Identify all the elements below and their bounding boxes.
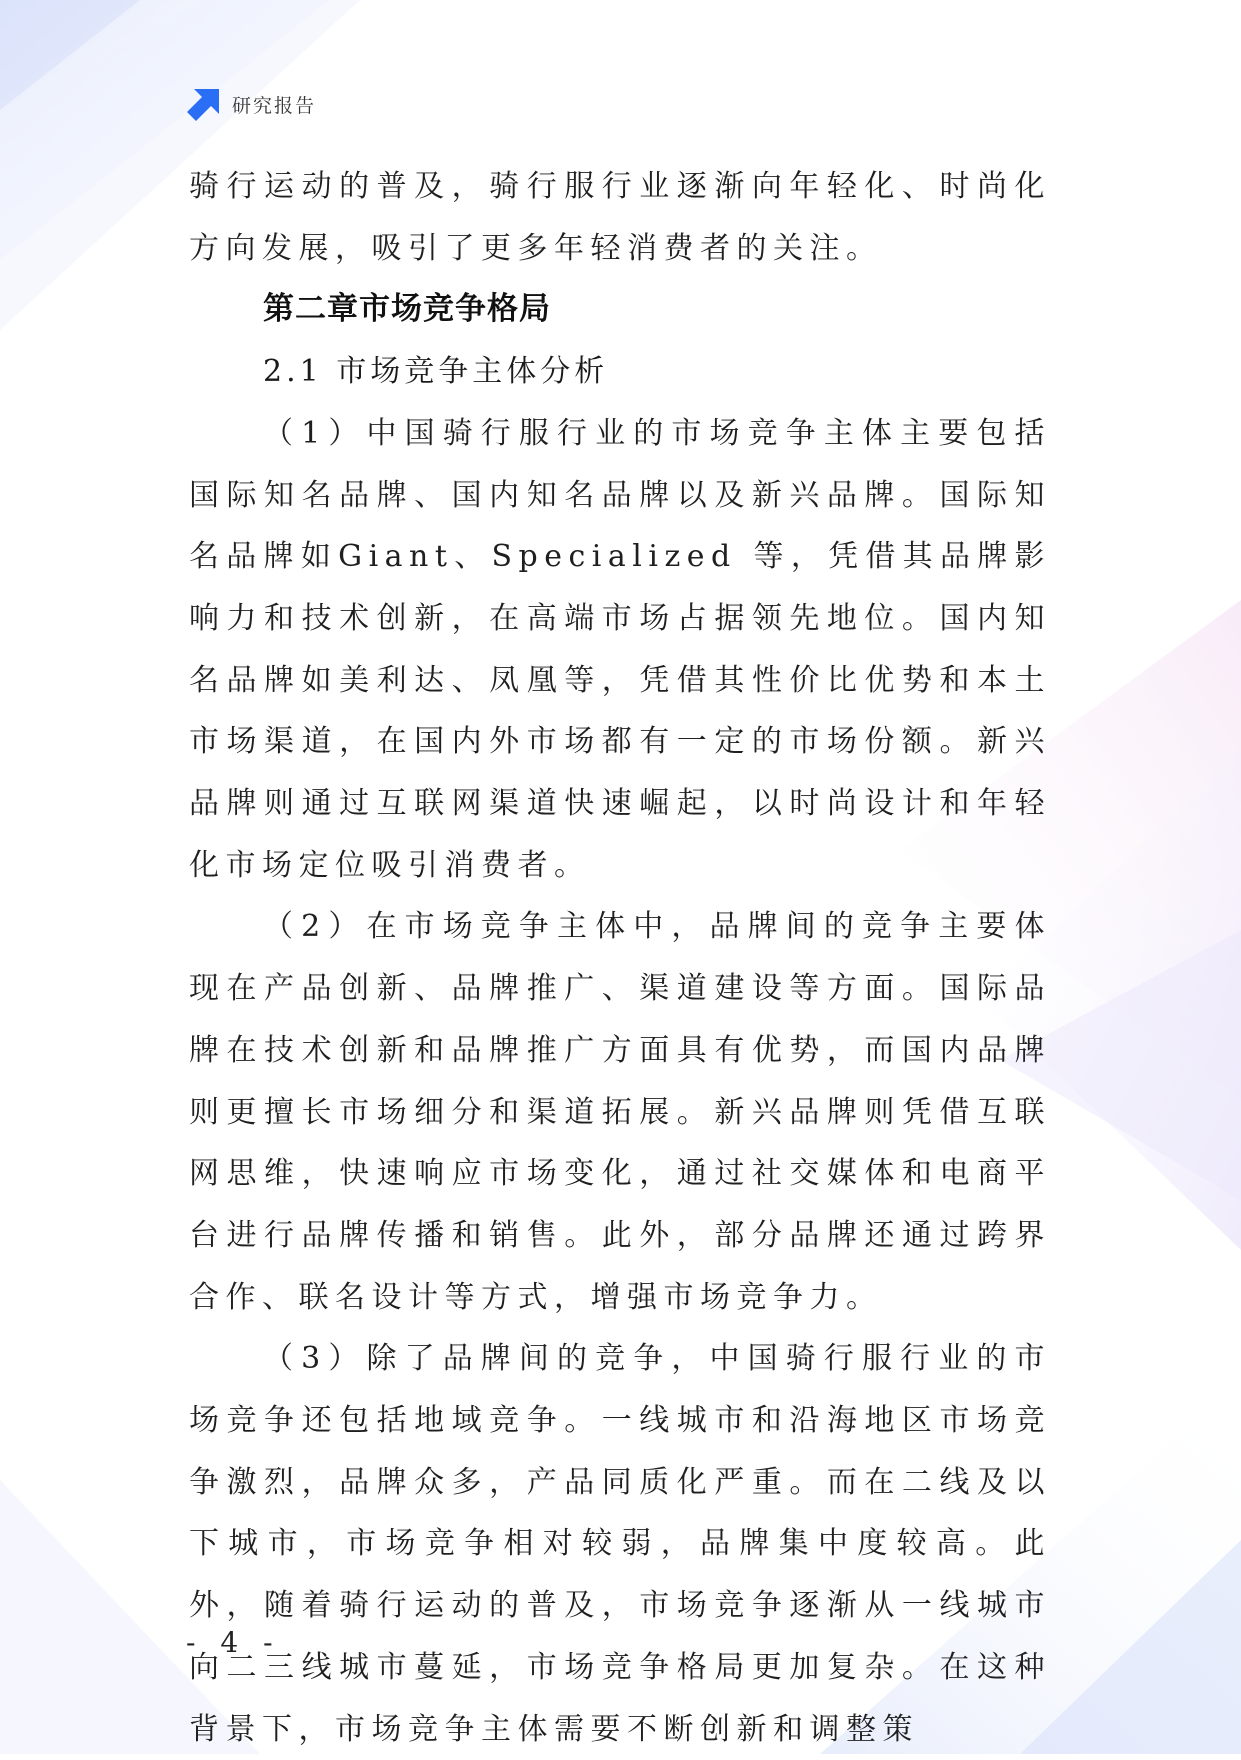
report-header [186, 86, 316, 122]
document-body [189, 156, 1051, 1760]
chapter-title: 第二章市场竞争格局 [263, 291, 551, 328]
paragraph-3: （3）除了品牌间的竞争，中国骑行服行业的市场竞争还包括地域竞争。一线城市和沿海地区市场竞争激烈，品牌众多，产品同质化严重。而在二线及以下城市，市场竞争相对较弱，品牌集中度较高。此外，随着骑行运动的普及，市场竞争逐渐从一线城市向二三线城市蔓延，市场竞争格局更加复杂。在这种背景下，市场竞争主体需要不断创新和调整策 [189, 1341, 1051, 1747]
section-title: 2.1 市场竞争主体分析 [263, 354, 609, 390]
header-brand-label: 研究报告 [232, 94, 317, 117]
continuation-paragraph: 骑行运动的普及，骑行服行业逐渐向年轻化、时尚化方向发展，吸引了更多年轻消费者的关注。 [189, 169, 1051, 266]
paragraph-2: （2）在市场竞争主体中，品牌间的竞争主要体现在产品创新、品牌推广、渠道建设等方面。国际品牌在技术创新和品牌推广方面具有优势，而国内品牌则更擅长市场细分和渠道拓展。新兴品牌则凭借互联网思维，快速响应市场变化，通过社交媒体和电商平台进行品牌传播和销售。此外，部分品牌还通过跨界合作、联名设计等方式，增强市场竞争力。 [189, 909, 1051, 1315]
page-number: - 4 - [186, 1626, 281, 1659]
paragraph-1: （1）中国骑行服行业的市场竞争主体主要包括国际知名品牌、国内知名品牌以及新兴品牌。国际知名品牌如Giant、Specialized 等，凭借其品牌影响力和技术创新，在高端市场占据领先地位。国内知名品牌如美利达、凤凰等，凭借其性价比优势和本土市场渠道，在国内外市场都有一定的市场份额。新兴品牌则通过互联网渠道快速崛起，以时尚设计和年轻化市场定位吸引消费者。 [189, 415, 1051, 883]
arrow-up-right-icon [186, 86, 222, 122]
